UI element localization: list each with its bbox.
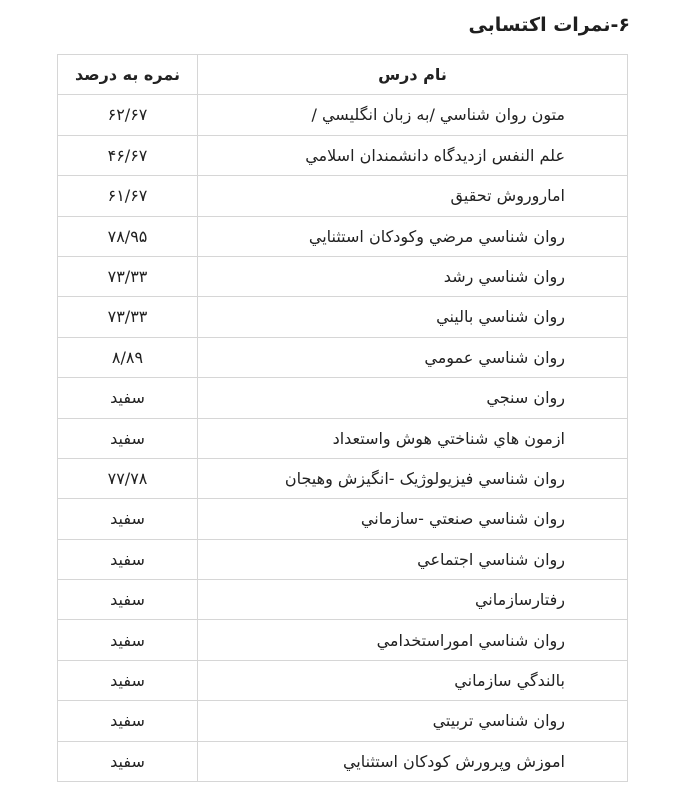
course-name-cell: ازمون هاي شناختي هوش واستعداد (198, 418, 628, 458)
table-row (58, 741, 628, 781)
table-row (58, 135, 628, 175)
course-name-cell: بالندگي سازماني (198, 660, 628, 700)
course-name-cell: روان شناسي اجتماعي (198, 539, 628, 579)
table-row (58, 701, 628, 741)
table-row (58, 660, 628, 700)
course-name-cell: روان شناسي اموراستخدامي (198, 620, 628, 660)
course-name-cell: روان شناسي تربيتي (198, 701, 628, 741)
grade-cell: ۶۱/۶۷ (58, 176, 198, 216)
table-row (58, 297, 628, 337)
grades-table (57, 54, 628, 782)
grade-percent-header: نمره به درصد (58, 55, 198, 95)
course-name-cell: روان شناسي صنعتي -سازماني (198, 499, 628, 539)
table-row (58, 95, 628, 135)
grade-cell: سفيد (58, 378, 198, 418)
table-header-row (58, 55, 628, 95)
course-name-cell: روان شناسي فيزيولوژيک -انگيزش وهيجان (198, 458, 628, 498)
table-row (58, 499, 628, 539)
grade-cell: ۴۶/۶۷ (58, 135, 198, 175)
grade-cell: سفيد (58, 660, 198, 700)
grade-cell: سفيد (58, 418, 198, 458)
table-row (58, 256, 628, 296)
table-row (58, 418, 628, 458)
table-row (58, 539, 628, 579)
grade-cell: ۶۲/۶۷ (58, 95, 198, 135)
grade-cell: ۷۳/۳۳ (58, 256, 198, 296)
table-row (58, 580, 628, 620)
course-name-cell: روان شناسي مرضي وکودکان استثنايي (198, 216, 628, 256)
course-name-header: نام درس (198, 55, 628, 95)
grade-cell: ۷۸/۹۵ (58, 216, 198, 256)
section-title: ۶-نمرات اکتسابی (468, 14, 630, 36)
grade-cell: سفيد (58, 539, 198, 579)
course-name-cell: متون روان شناسي /به زبان انگليسي / (198, 95, 628, 135)
course-name-cell: روان شناسي عمومي (198, 337, 628, 377)
grade-cell: سفيد (58, 620, 198, 660)
course-name-cell: روان سنجي (198, 378, 628, 418)
table-row (58, 337, 628, 377)
course-name-cell: روان شناسي باليني (198, 297, 628, 337)
course-name-cell: رفتارسازماني (198, 580, 628, 620)
table-row (58, 620, 628, 660)
course-name-cell: علم النفس ازديدگاه دانشمندان اسلامي (198, 135, 628, 175)
grade-cell: سفيد (58, 701, 198, 741)
table-row (58, 458, 628, 498)
course-name-cell: اماروروش تحقيق (198, 176, 628, 216)
grade-cell: ۷۷/۷۸ (58, 458, 198, 498)
grade-cell: ۷۳/۳۳ (58, 297, 198, 337)
course-name-cell: اموزش وپرورش کودکان استثنايي (198, 741, 628, 781)
course-name-cell: روان شناسي رشد (198, 256, 628, 296)
grade-cell: سفيد (58, 580, 198, 620)
grade-cell: سفيد (58, 741, 198, 781)
table-row (58, 176, 628, 216)
grade-cell: ۸/۸۹ (58, 337, 198, 377)
table-row (58, 378, 628, 418)
grade-cell: سفيد (58, 499, 198, 539)
table-row (58, 216, 628, 256)
